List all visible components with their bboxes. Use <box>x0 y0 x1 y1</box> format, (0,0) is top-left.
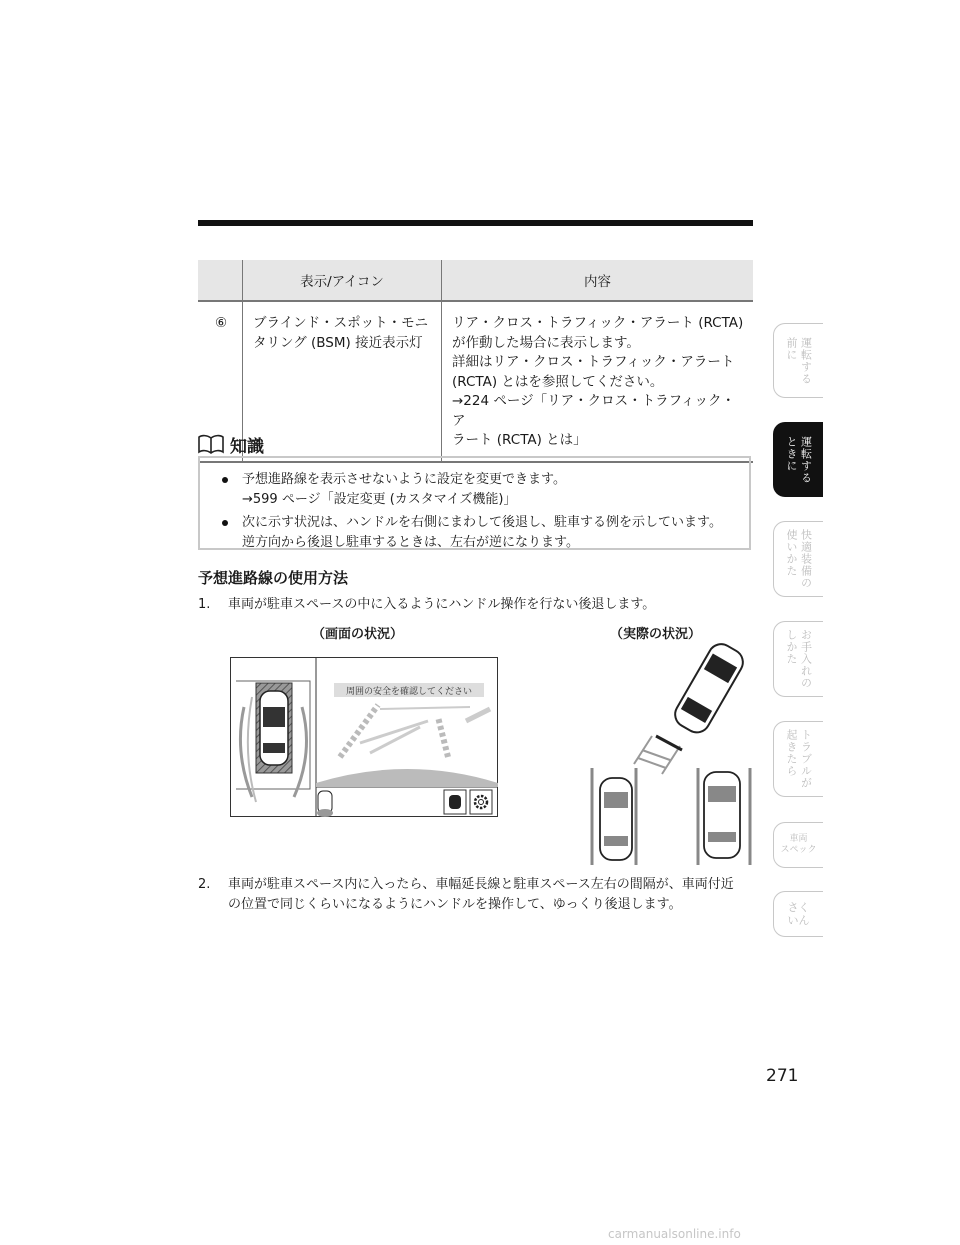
tab-vehicle-specs[interactable]: 車両 スペック <box>773 822 823 868</box>
header-icon: 表示/アイコン <box>243 260 442 301</box>
row-name: ブラインド・スポット・モニ タリング (BSM) 接近表示灯 <box>243 301 442 462</box>
caption-screen: （画面の状況） <box>312 627 404 642</box>
knowledge-box <box>198 456 751 550</box>
camera-screen-illustration <box>230 657 498 817</box>
tab-while-driving[interactable]: 運転する ときに <box>773 422 823 497</box>
list-item: 次に示す状況は、ハンドルを右側にまわして後退し、駐車する例を示しています。 逆方向から後退し駐車するときは、左右が逆になります。 <box>212 513 737 552</box>
step-1 <box>198 595 758 615</box>
list-item: 予想進路線を表示させないように設定を変更できます。 →599 ページ「設定変更 (カスタマイズ機能)」 <box>212 470 737 509</box>
car-top-icon <box>260 691 288 765</box>
header-num <box>198 260 243 301</box>
parked-car-left <box>600 778 632 860</box>
knowledge-heading <box>198 432 264 456</box>
indicator-table <box>198 260 753 463</box>
section-title: 予想進路線の使用方法 <box>198 569 349 587</box>
step-number: 1. <box>198 597 211 612</box>
watermark: carmanualsonline.info <box>608 1227 741 1241</box>
tab-troubleshooting[interactable]: トラブルが 起きたら <box>773 721 823 797</box>
step-number: 2. <box>198 877 211 892</box>
header-rule <box>198 220 753 226</box>
knowledge-title: 知識 <box>230 436 264 457</box>
header-content: 内容 <box>442 260 754 301</box>
parking-situation-illustration <box>586 640 756 865</box>
table-header-row <box>198 260 753 301</box>
step-text: 車両が駐車スペース内に入ったら、車幅延長線と駐車スペース左右の間隔が、車両付近 の位置で同じくらいになるようにハンドルを操作して、ゆっくり後退します。 <box>228 877 734 912</box>
page-number: 271 <box>766 1066 799 1086</box>
parked-car-right <box>704 772 740 858</box>
tab-before-driving[interactable]: 運転する 前に <box>773 323 823 398</box>
screen-message: 周囲の安全を確認してください <box>345 687 473 697</box>
tab-comfort-equipment[interactable]: 快適装備の 使いかた <box>773 521 823 597</box>
tab-index[interactable]: さく いん <box>773 891 823 937</box>
reversing-car <box>670 640 747 737</box>
caption-actual: （実際の状況） <box>610 627 702 642</box>
row-description: リア・クロス・トラフィック・アラート (RCTA) が作動した場合に表示します。 詳細はリア・クロス・トラフィック・アラート (RCTA) とはを参照してください。 →224 ページ「リア・クロス・トラフィック・ア ラート (RCTA) とは」 <box>442 301 754 462</box>
tab-maintenance[interactable]: お手入れの しかた <box>773 621 823 697</box>
step-text: 車両が駐車スペースの中に入るようにハンドル操作を行ない後退します。 <box>228 597 656 612</box>
book-icon <box>198 434 224 454</box>
step-2 <box>198 875 758 914</box>
row-number: ⑥ <box>198 301 243 462</box>
table-row <box>198 301 753 462</box>
